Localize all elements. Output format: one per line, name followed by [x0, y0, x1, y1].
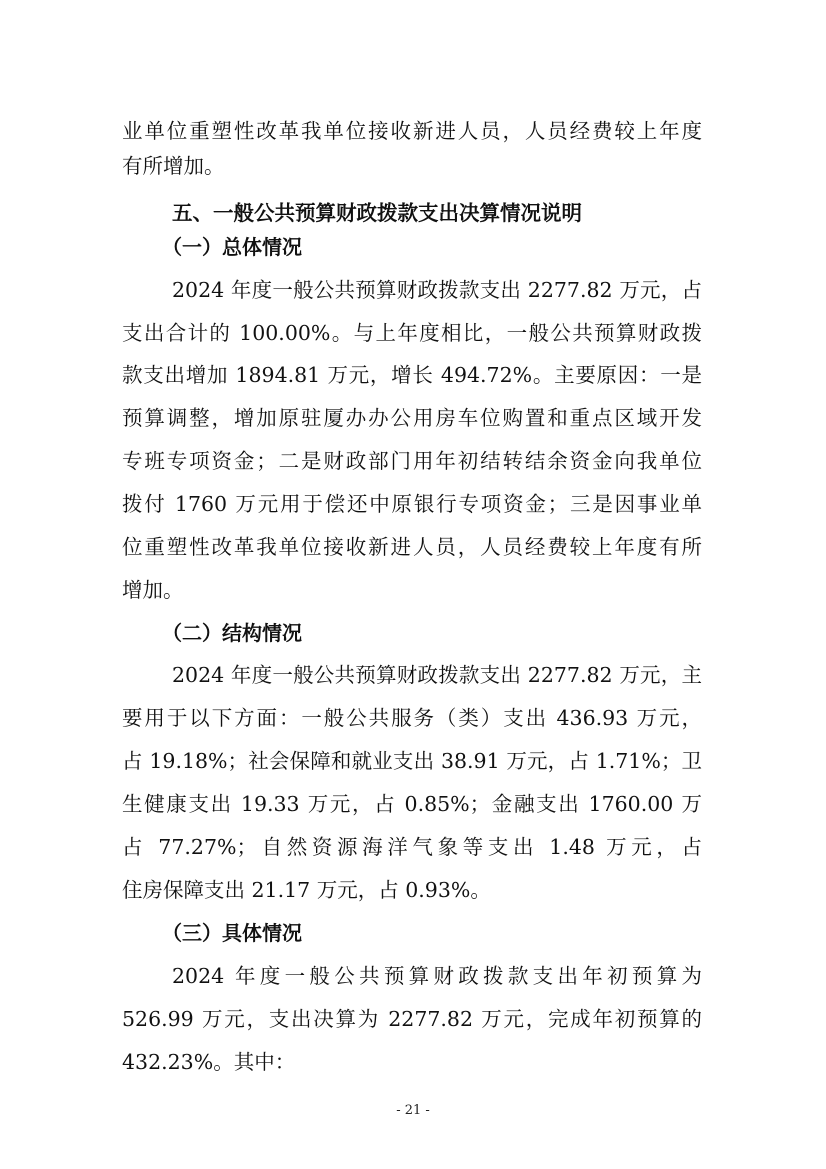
paragraph-line: 2024 年度一般公共预算财政拨款支出年初预算为: [172, 964, 702, 988]
paragraph-line: 预算调整，增加原驻厦办办公用房车位购置和重点区域开发: [122, 406, 702, 430]
paragraph-line: 占 19.18%；社会保障和就业支出 38.91 万元，占 1.71%；卫: [122, 749, 702, 773]
paragraph-line: 2024 年度一般公共预算财政拨款支出 2277.82 万元，主: [172, 663, 702, 687]
paragraph-line: 业单位重塑性改革我单位接收新进人员，人员经费较上年度: [122, 119, 702, 143]
paragraph-line: 住房保障支出 21.17 万元，占 0.93%。: [122, 878, 491, 902]
paragraph-line: 增加。: [122, 578, 184, 602]
section-heading: 五、一般公共预算财政拨款支出决算情况说明: [172, 201, 582, 225]
paragraph-line: 有所增加。: [122, 154, 225, 178]
paragraph-line: 专班专项资金；二是财政部门用年初结转结余资金向我单位: [122, 449, 702, 473]
subsection-heading: （三）具体情况: [162, 921, 302, 945]
subsection-heading: （二）结构情况: [162, 621, 302, 645]
subsection-heading: （一）总体情况: [162, 235, 302, 259]
paragraph-line: 要用于以下方面：一般公共服务（类）支出 436.93 万元，: [122, 706, 702, 730]
paragraph-line: 款支出增加 1894.81 万元，增长 494.72%。主要原因：一是: [122, 363, 702, 387]
paragraph-line: 生健康支出 19.33 万元，占 0.85%；金融支出 1760.00 万: [122, 792, 702, 816]
paragraph-line: 拨付 1760 万元用于偿还中原银行专项资金；三是因事业单: [122, 492, 702, 516]
paragraph-line: 位重塑性改革我单位接收新进人员，人员经费较上年度有所: [122, 535, 702, 559]
page-number: - 21 -: [396, 1103, 430, 1118]
paragraph-line: 2024 年度一般公共预算财政拨款支出 2277.82 万元，占: [172, 278, 702, 302]
paragraph-line: 支出合计的 100.00%。与上年度相比，一般公共预算财政拨: [122, 321, 702, 345]
paragraph-line: 占 77.27%；自然资源海洋气象等支出 1.48 万元，占: [122, 835, 702, 859]
paragraph-line: 432.23%。其中：: [122, 1050, 296, 1074]
paragraph-line: 526.99 万元，支出决算为 2277.82 万元，完成年初预算的: [122, 1007, 702, 1031]
